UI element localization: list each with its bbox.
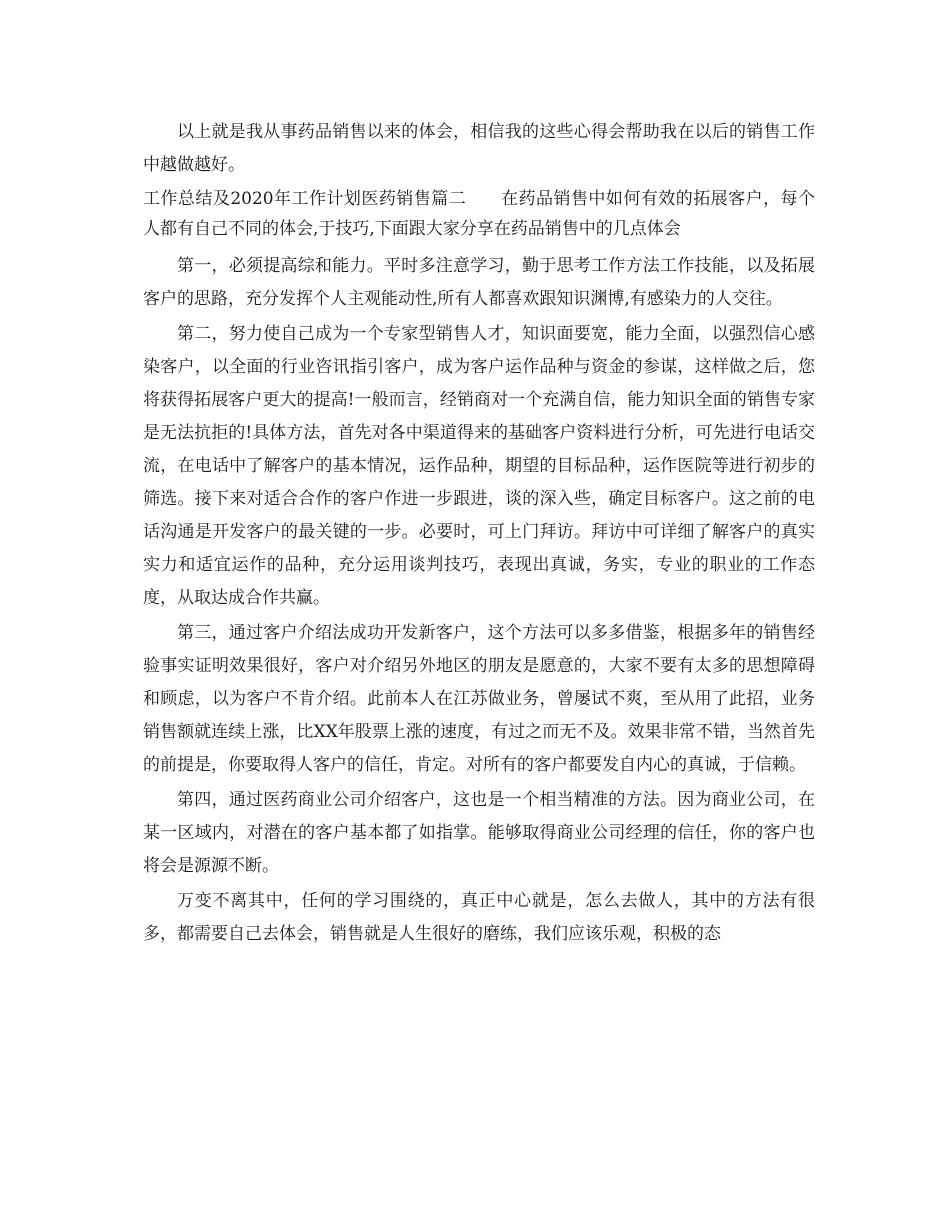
paragraph-point-two: 第二，努力使自己成为一个专家型销售人才，知识面要宽，能力全面，以强烈信心感染客户，以全面的行业咨讯指引客户，成为客户运作品种与资金的参谋，这样做之后，您将获得拓展客户更大的提高!一般而言，经销商对一个充满自信，能力知识全面的销售专家是无法抗拒的!具体方法，首先对各中渠道得来的基础客户资料进行分析，可先进行电话交流，在电话中了解客户的基本情况，运作品种，期望的目标品种，运作医院等进行初步的筛选。接下来对适合合作的客户作进一步跟进，谈的深入些，确定目标客户。这之前的电话沟通是开发客户的最关键的一步。必要时，可上门拜访。拜访中可详细了解客户的真实实力和适宜运作的品种，充分运用谈判技巧，表现出真诚，务实，专业的职业的工作态度，从取达成合作共赢。 <box>143 324 815 608</box>
paragraph-point-one: 第一，必须提高综和能力。平时多注意学习，勤于思考工作方法工作技能，以及拓展客户的思路，充分发挥个人主观能动性,所有人都喜欢跟知识渊博,有感染力的人交往。 <box>143 256 815 309</box>
paragraph-conclusion: 以上就是我从事药品销售以来的体会，相信我的这些心得会帮助我在以后的销售工作中越做越好。 <box>143 122 815 175</box>
paragraph-section-heading: 工作总结及2020年工作计划医药销售篇二 在药品销售中如何有效的拓展客户，每个人都有自己不同的体会,于技巧,下面跟大家分享在药品销售中的几点体会 <box>143 189 815 239</box>
paragraph-point-four: 第四，通过医药商业公司介绍客户，这也是一个相当精准的方法。因为商业公司，在某一区域内，对潜在的客户基本都了如指掌。能够取得商业公司经理的信任，你的客户也将会是源源不断。 <box>143 790 815 876</box>
document-body <box>143 116 815 953</box>
paragraph-point-three: 第三，通过客户介绍法成功开发新客户，这个方法可以多多借鉴，根据多年的销售经验事实证明效果很好，客户对介绍另外地区的朋友是愿意的，大家不要有太多的思想障碍和顾虑，以为客户不肯介绍。此前本人在江苏做业务，曾屡试不爽，至从用了此招，业务销售额就连续上涨，比XX年股票上涨的速度，有过之而无不及。效果非常不错，当然首先的前提是，你要取得人客户的信任，肯定。对所有的客户都要发自内心的真诚，于信赖。 <box>143 623 815 775</box>
paragraph-closing: 万变不离其中，任何的学习围绕的，真正中心就是，怎么去做人，其中的方法有很多，都需要自己去体会，销售就是人生很好的磨练，我们应该乐观，积极的态 <box>143 891 815 944</box>
